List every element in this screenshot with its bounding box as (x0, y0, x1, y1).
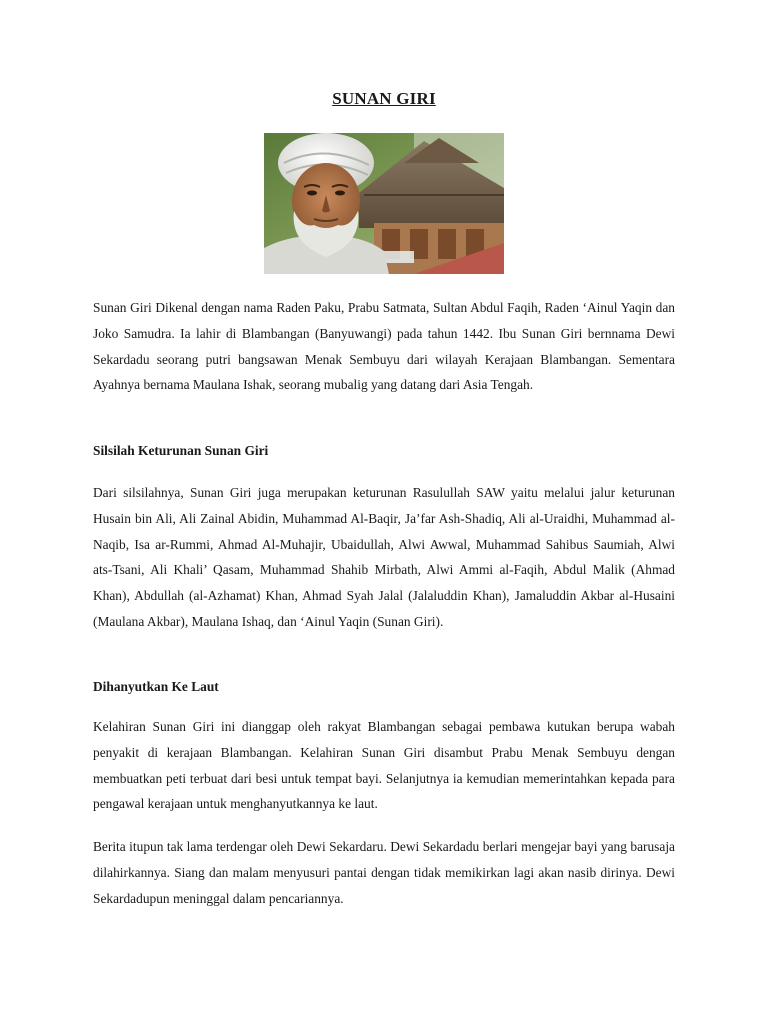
heading-silsilah: Silsilah Keturunan Sunan Giri (93, 443, 269, 458)
document-page (93, 0, 675, 1024)
paragraph-berita: Berita itupun tak lama terdengar oleh Dewi Sekardaru. Dewi Sekardadu berlari mengejar bayi yang barusaja dilahirkannya. Siang dan malam menyusuri pantai dengan tidak memikirkan lagi akan nasib dirinya. Dewi Sekardadupun meninggal dalam pencariannya. (93, 839, 675, 906)
heading-dihanyutkan: Dihanyutkan Ke Laut (93, 679, 219, 694)
paragraph-silsilah: Dari silsilahnya, Sunan Giri juga merupakan keturunan Rasulullah SAW yaitu melalui jalur keturunan Husain bin Ali, Ali Zainal Abidin, Muhammad Al-Baqir, Ja’far Ash-Shadiq, Ali al-Uraidhi, Muhammad al-Naqib, Isa ar-Rummi, Ahmad Al-Muhajir, Ubaidullah, Alwi Awwal, Muhammad Sahibus Saumiah, Alwi ats-Tsani, Ali Khali’ Qasam, Muhammad Shahib Mirbath, Alwi Ammi al-Faqih, Abdul Malik (Ahmad Khan), Abdullah (al-Azhamat) Khan, Ahmad Syah Jalal (Jalaluddin Khan), Jamaluddin Akbar al-Husaini (Maulana Akbar), Maulana Ishaq, dan ‘Ainul Yaqin (Sunan Giri). (93, 485, 675, 629)
portrait-image (264, 133, 504, 274)
page-title: SUNAN GIRI (332, 89, 436, 108)
paragraph-kelahiran: Kelahiran Sunan Giri ini dianggap oleh rakyat Blambangan sebagai pembawa kutukan berupa wabah penyakit di kerajaan Blambangan. Kelahiran Sunan Giri disambut Prabu Menak Sembuyu dengan membuatkan peti terbuat dari besi untuk tempat bayi. Selanjutnya ia kemudian memerintahkan kepada para pengawal kerajaan untuk menghanyutkannya ke laut. (93, 719, 675, 812)
paragraph-intro: Sunan Giri Dikenal dengan nama Raden Paku, Prabu Satmata, Sultan Abdul Faqih, Raden ‘Ainul Yaqin dan Joko Samudra. Ia lahir di Blambangan (Banyuwangi) pada tahun 1442. Ibu Sunan Giri bernnama Dewi Sekardadu seorang putri bangsawan Menak Sembuyu dari wilayah Kerajaan Blambangan. Sementara Ayahnya bernama Maulana Ishak, seorang mubalig yang datang dari Asia Tengah. (93, 300, 675, 393)
